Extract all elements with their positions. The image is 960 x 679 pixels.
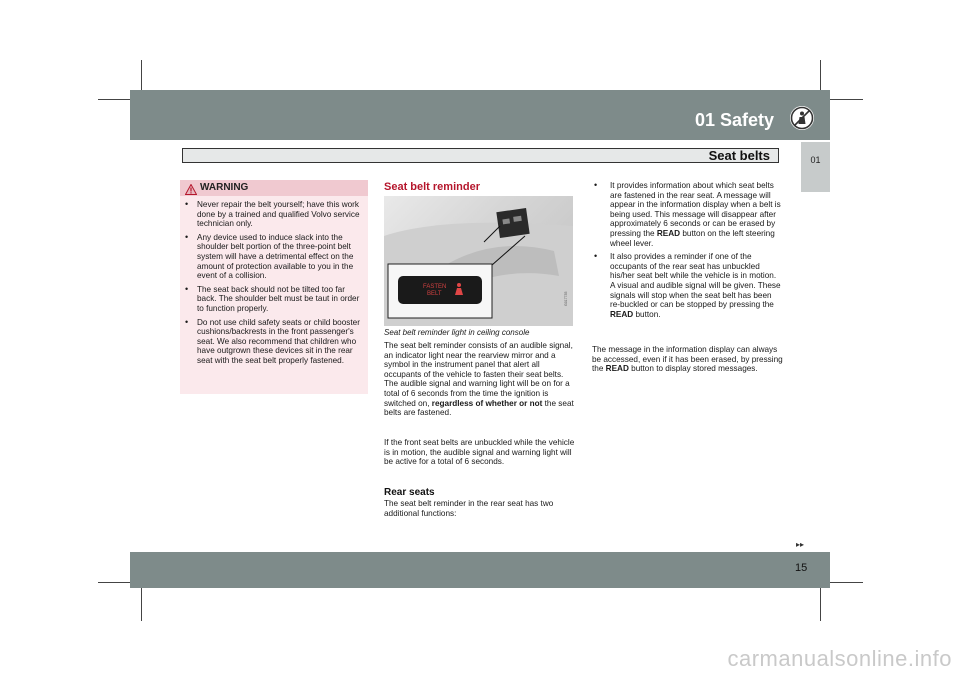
- paragraph: The seat belt reminder in the rear seat has two additional functions:: [384, 499, 554, 518]
- list-item: • It also provides a reminder if one of the occupants of the rear seat has unbuckled his/her seat belt while the vehicle is in motion. A visual and audible signal will be given. These signals will stop when the seat belt has been re-buckled or can be stopped by pressing the READ button.: [592, 252, 782, 319]
- chapter-tab-label: 01: [810, 155, 821, 165]
- figure-caption: Seat belt reminder light in ceiling console: [384, 328, 530, 337]
- warning-box: [180, 180, 368, 394]
- section-heading: Seat belt reminder: [384, 181, 480, 193]
- figure-label-line1: FASTEN: [423, 284, 447, 290]
- paragraph: The seat belt reminder consists of an audible signal, an indicator light near the rearview mirror and a symbol in the instrument panel that alert all occupants of the vehicle to fasten their seat belts. The audible signal and warning light will be on for a total of 6 seconds from the time the ignition is switched on, regardless of whether or not the seat belts are fastened.: [384, 341, 574, 418]
- page-number: 15: [795, 562, 808, 574]
- warning-item: • Any device used to induce slack into the shoulder belt portion of the three-point belt system will have a detrimental effect on the amount of protection available to you in the event of a collision.: [183, 233, 365, 281]
- seatbelt-person-icon: [457, 283, 461, 287]
- no-seatbelt-icon: [790, 106, 814, 130]
- rear-functions-list: [592, 181, 782, 323]
- warning-item: • Never repair the belt yourself; have this work done by a trained and qualified Volvo service technician only.: [183, 200, 365, 229]
- chapter-title: 01 Safety: [694, 110, 774, 130]
- warning-list: [183, 200, 365, 370]
- warning-label: WARNING: [200, 182, 249, 193]
- paragraph: If the front seat belts are unbuckled while the vehicle is in motion, the audible signal and warning light will be active for a total of 6 seconds.: [384, 438, 575, 467]
- figure-label-line2: BELT: [427, 291, 442, 297]
- section-title: Seat belts: [708, 148, 770, 163]
- footer-band: [130, 552, 830, 588]
- chapter-tab[interactable]: [801, 142, 830, 192]
- figure-ceiling-console: [384, 196, 573, 326]
- watermark[interactable]: carmanualsonline.info: [727, 646, 952, 671]
- console-illustration: [384, 196, 573, 326]
- double-chevron-right-icon: ▸▸: [796, 540, 805, 549]
- warning-item: • The seat back should not be tilted too far back. The shoulder belt must be taut in order to function properly.: [183, 285, 365, 314]
- paragraph: The message in the information display can always be accessed, even if it has been erased, by pressing the READ button to display stored messages.: [592, 345, 783, 374]
- figure-code: G017735: [564, 291, 568, 306]
- section-bar: [182, 148, 779, 163]
- warning-triangle-icon: [185, 182, 197, 200]
- sub-heading-rear-seats: Rear seats: [384, 487, 435, 498]
- warning-item: • Do not use child safety seats or child booster cushions/backrests in the front passenger's seat. We also recommend that children who have outgrown these devices sit in the rear seat with the seat belt properly fastened.: [183, 318, 365, 366]
- list-item: • It provides information about which seat belts are fastened in the rear seat. A message will appear in the information display when a belt is being used. This message will disappear after approximately 6 seconds or can be erased by pressing the READ button on the left steering wheel lever.: [592, 181, 782, 248]
- warning-header: [180, 180, 368, 196]
